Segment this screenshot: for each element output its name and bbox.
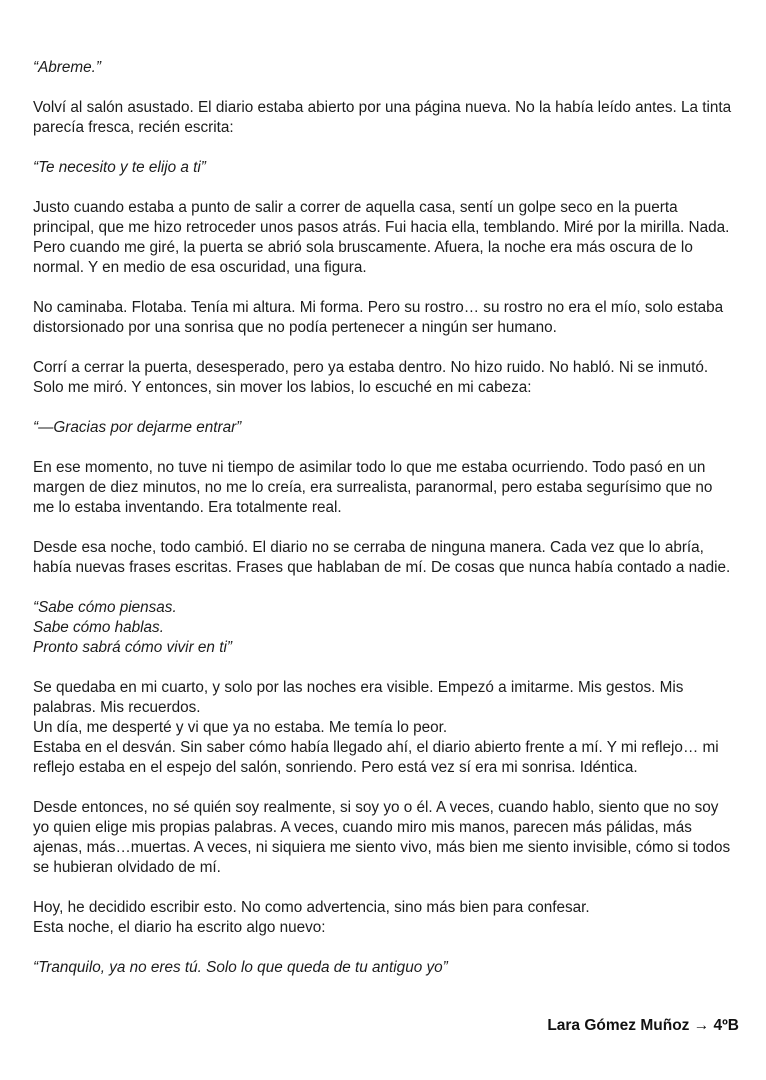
- paragraph-line: Corrí a cerrar la puerta, desesperado, pero ya estaba dentro. No hizo ruido. No habló. Ni se inmutó. Solo me miró. Y entonces, sin mover los labios, lo escuché en mi cabeza:: [33, 359, 709, 396]
- paragraph: [33, 678, 734, 778]
- paragraph-line: “Tranquilo, ya no eres tú. Solo lo que queda de tu antiguo yo”: [33, 959, 448, 976]
- paragraph-line: Esta noche, el diario ha escrito algo nuevo:: [33, 919, 326, 936]
- paragraph: [33, 198, 734, 278]
- paragraph: [33, 58, 734, 78]
- paragraph-line: Justo cuando estaba a punto de salir a correr de aquella casa, sentí un golpe seco en la puerta principal, que me hizo retroceder unos pasos atrás. Fui hacia ella, temblando. Miré por la mirilla. Nada. Pero cuando me giré, la puerta se abrió sola bruscamente. Afuera, la noche era más oscura de lo normal. Y en medio de esa oscuridad, una figura.: [33, 199, 730, 276]
- paragraph: [33, 598, 734, 658]
- paragraph: [33, 158, 734, 178]
- paragraph: [33, 98, 734, 138]
- paragraph-line: Hoy, he decidido escribir esto. No como advertencia, sino más bien para confesar.: [33, 899, 590, 916]
- paragraph-line: Se quedaba en mi cuarto, y solo por las noches era visible. Empezó a imitarme. Mis gestos. Mis palabras. Mis recuerdos.: [33, 679, 684, 716]
- paragraph-line: “—Gracias por dejarme entrar”: [33, 419, 242, 436]
- paragraph-line: “Abreme.”: [33, 59, 101, 76]
- paragraph: [33, 898, 734, 938]
- paragraph: [33, 298, 734, 338]
- paragraph-line: Volví al salón asustado. El diario estaba abierto por una página nueva. No la había leído antes. La tinta parecía fresca, recién escrita:: [33, 99, 732, 136]
- paragraph-line: Desde entonces, no sé quién soy realmente, si soy yo o él. A veces, cuando hablo, siento que no soy yo quien elige mis propias palabras. A veces, cuando miro mis manos, parecen más pálidas, más ajenas, más…muertas. A veces, ni siquiera me siento vivo, más bien me siento invisible, cómo si todos se hubieran olvidado de mí.: [33, 799, 731, 876]
- paragraph-line: En ese momento, no tuve ni tiempo de asimilar todo lo que me estaba ocurriendo. Todo pasó en un margen de diez minutos, no me lo creía, era surrealista, paranormal, pero estaba segurísimo que no me lo estaba inventando. Era totalmente real.: [33, 459, 713, 516]
- paragraph-line: Un día, me desperté y vi que ya no estaba. Me temía lo peor.: [33, 719, 448, 736]
- author-signature: Lara Gómez Muñoz → 4ºB: [547, 1017, 739, 1034]
- paragraph-line: Estaba en el desván. Sin saber cómo había llegado ahí, el diario abierto frente a mí. Y mi reflejo… mi reflejo estaba en el espejo del salón, sonriendo. Pero está vez sí era mi sonrisa. Idéntica.: [33, 739, 719, 776]
- paragraph: [33, 538, 734, 578]
- paragraph-line: “Sabe cómo piensas.: [33, 599, 177, 616]
- paragraph: [33, 458, 734, 518]
- paragraph: [33, 358, 734, 398]
- paragraph-line: Sabe cómo hablas.: [33, 619, 164, 636]
- paragraph: [33, 418, 734, 438]
- paragraph-line: Desde esa noche, todo cambió. El diario no se cerraba de ninguna manera. Cada vez que lo abría, había nuevas frases escritas. Frases que hablaban de mí. De cosas que nunca había contado a nadie.: [33, 539, 731, 576]
- paragraph-line: Pronto sabrá cómo vivir en ti”: [33, 639, 232, 656]
- paragraph-line: “Te necesito y te elijo a ti”: [33, 159, 206, 176]
- paragraph-line: No caminaba. Flotaba. Tenía mi altura. Mi forma. Pero su rostro… su rostro no era el mío, solo estaba distorsionado por una sonrisa que no podía pertenecer a ningún ser humano.: [33, 299, 724, 336]
- paragraph: [33, 798, 734, 878]
- paragraph: [33, 958, 734, 978]
- document-body: [33, 58, 734, 978]
